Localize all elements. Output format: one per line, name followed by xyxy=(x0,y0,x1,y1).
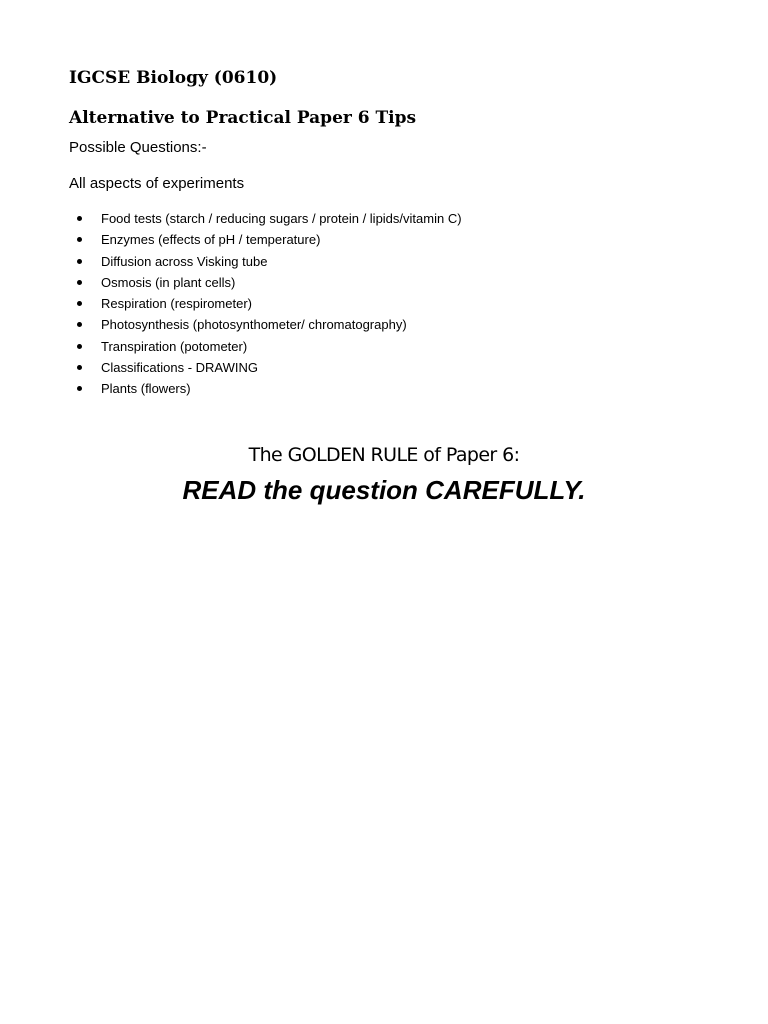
list-item xyxy=(69,208,462,229)
topic-text: Diffusion across Visking tube xyxy=(101,253,268,269)
topic-text: Enzymes (effects of pH / temperature) xyxy=(101,232,321,248)
topic-text: Classifications - DRAWING xyxy=(101,360,258,376)
topic-text: Respiration (respirometer) xyxy=(101,296,252,312)
bullet-icon xyxy=(77,365,82,370)
bullet-icon xyxy=(77,322,82,327)
topic-text: Transpiration (potometer) xyxy=(101,338,248,354)
list-item xyxy=(69,336,462,357)
list-item xyxy=(69,314,462,335)
possible-questions-label: Possible Questions:- xyxy=(69,139,207,156)
bullet-icon xyxy=(77,344,82,349)
list-item xyxy=(69,357,462,378)
list-item xyxy=(69,293,462,314)
bullet-icon xyxy=(77,280,82,285)
topic-text: Osmosis (in plant cells) xyxy=(101,274,236,290)
bullet-icon xyxy=(77,386,82,391)
bullet-icon xyxy=(77,237,82,242)
list-item xyxy=(69,251,462,272)
read-instruction: READ the question CAREFULLY. xyxy=(182,475,586,505)
list-item xyxy=(69,378,462,399)
bullet-icon xyxy=(77,216,82,221)
golden-rule-heading: The GOLDEN RULE of Paper 6: xyxy=(248,444,520,466)
topic-text: Plants (flowers) xyxy=(101,381,191,397)
topic-text: Food tests (starch / reducing sugars / protein / lipids/vitamin C) xyxy=(101,211,462,226)
paper-title: Alternative to Practical Paper 6 Tips xyxy=(69,108,417,128)
list-item xyxy=(69,272,462,293)
experiments-label: All aspects of experiments xyxy=(69,175,245,192)
course-title: IGCSE Biology (0610) xyxy=(69,68,278,88)
list-item xyxy=(69,229,462,250)
topic-list xyxy=(69,208,462,400)
topic-text: Photosynthesis (photosynthometer/ chromatography) xyxy=(101,317,407,333)
bullet-icon xyxy=(77,301,82,306)
bullet-icon xyxy=(77,259,82,264)
